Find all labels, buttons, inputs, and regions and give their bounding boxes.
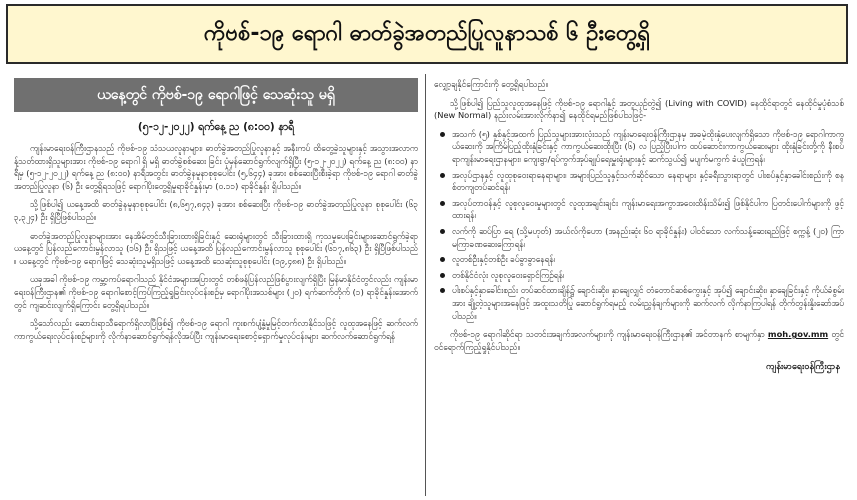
subheading-text: ယနေ့တွင် ကိုဗစ်-၁၉ ရောဂါဖြင့် သေဆုံးသူ မရှိ [97, 86, 335, 103]
list-item [452, 269, 844, 282]
bullet-icon [440, 173, 445, 178]
bullet-icon [440, 257, 445, 262]
signature: ကျန်းမာရေးဝန်ကြီးဌာန [765, 362, 840, 373]
list-item-text: တစ်နိုင်ငံလုံး လူစုလူဝေးရှောင်ကြဉ်ရန်၊ [452, 269, 565, 280]
paragraph-recovery: ဓာတ်ခွဲအတည်ပြုလူနာများအား နေအိမ်တွင်သီးခြားထားရှိခြင်းနှင့် ဆေးရုံများတွင် သီးခြားထားရှိ ကုသမှုပေးခြင်းများဆောင်ရွက်ခဲ့ရာ ယနေ့တွင် ပြန်လည်ကောင်းမွန်လာသူ (၁၆) ဦး ရှိသဖြင့် ယနေ့အထိ ပြန်လည်ကောင်းမွန်လာသူ စုစုပေါင်း (၆၁၇,၈၆၃) ဦး ရှိပြီဖြစ်ပါသည်။ ယနေ့တွင် ကိုဗစ်-၁၉ ရောဂါဖြင့် သေဆုံးသူမရှိသဖြင့် ယနေ့အထိ သေဆုံးသူစုစုပေါင်း (၁၉,၄၈၈) ဦး ရှိပါသည်။ [14, 230, 418, 266]
paragraph-totals: သို့ဖြစ်ပါ၍ ယနေ့အထိ ဓာတ်ခွဲနမူနာစုစုပေါင်း (၈,၆၅၇,၈၄၃) ခုအား စစ်ဆေးပြီး ကိုဗစ်-၁၉ ဓာတ်ခွဲအတည်ပြုလူနာ စုစုပေါင်း (၆၃၃,၃၂၄) ဦး ရှိပြီဖြစ်ပါသည်။ [14, 199, 418, 222]
bullet-icon [440, 229, 445, 234]
dateline: (၅-၁၂-၂၀၂၂) ရက်နေ့ ည (၈:၀၀) နာရီ [137, 121, 295, 133]
left-column [14, 78, 418, 496]
paragraph-testing: ကျန်းမာရေးဝန်ကြီးဌာနသည် ကိုဗစ်-၁၉ သံသယလူနာများ၊ ဓာတ်ခွဲအတည်ပြုလူနာနှင့် အနီးကပ် ထိတွေ့ခဲ့သူများနှင့် အသွားအလာကန့်သတ်ထားရှိသူများအား ကိုဗစ်-၁၉ ရောဂါ ရှိ မရှိ ဓာတ်ခွဲစစ်ဆေး ခြင်း ပုံမှန်ဆောင်ရွက်လျက်ရှိပြီး (၅-၁၂-၂၀၂၂) ရက်နေ့ ည (၈:၀၀) နာရီမှ (၅-၁၂-၂၀၂၂) ရက်နေ့ ည (၈:၀၀) နာရီအတွင်း ဓာတ်ခွဲနမူနာစုစုပေါင်း (၅,၆၄၄) ခုအား စစ်ဆေးပြီးစီးခဲ့ရာ ကိုဗစ်-၁၉ ရောဂါ ဓာတ်ခွဲအတည်ပြုလူနာ (၆) ဦး တွေ့ရှိရသဖြင့် ရောဂါပိုးတွေ့ရှိမှုရာခိုင်နှုန်းမှာ (၀.၁၁) ရာခိုင်နှုန်း ရှိပါသည်။ [14, 143, 418, 191]
column-divider [425, 74, 426, 496]
list-item-text: အလုပ်တာဝန်နှင့် လူစုလူဝေးမှုများတွင် လူထုအချင်းချင်း ကျန်းမာရေးအကွာအဝေးထိန်းသိမ်း၍ ဖြစ်နိုင်ပါက ပြတင်းပေါက်များကို ဖွင့်ထားရန်၊ [452, 197, 844, 221]
list-item-text: ပါးစပ်နှင့်နှာခေါင်းစည်း တပ်ဆင်ထားချိန်၌ ချောင်းဆိုး၊ နှာချေလျှင် တံတောင်ဆစ်ကွေးနှင့် အုပ်၍ ချောင်းဆိုး၊ နှာချေခြင်းနှင့် ကိုယ်ခံစွမ်းအား ချို့တဲ့သူများအနေဖြင့် အထူးသတိပြု ဆောင်ရွက်ရမည့် လမ်းညွှန်ချက်များကို ဆက်လက် လိုက်နာကြပါရန် တိုက်တွန်းနှိုးဆော်အပ်ပါသည်။ [452, 285, 844, 321]
list-item [452, 284, 844, 322]
list-item-text: အလုပ်ဌာနနှင့် လူထုစုဝေးရာနေရာများ၊ အများပြည်သူနှင့်သက်ဆိုင်သော နေရာများ နှင့်ခရီးသွားရာတွင် ပါးစပ်နှင့်နှာခေါင်းစည်းကို စနစ်တကျတပ်ဆင်ရန်၊ [452, 169, 844, 193]
list-item-text: အသက် (၅) နှစ်နှင့်အထက် ပြည်သူများအားလုံးသည် ကျန်းမာရေးဝန်ကြီးဌာနမှ အခမဲ့ထိုးနှံပေးလျက်ရှိသော ကိုဗစ်-၁၉ ရောဂါကာကွယ်ဆေးကို အကြိမ်ပြည့်ထိုးနှံခြင်းနှင့် ကာကွယ်ဆေးထိုးပြီး (၆) လ ပြည့်ပြီးပါက ထပ်ဆောင်းကာကွယ်ဆေးများ ထိုးနှံခြင်းတို့ကို နီးစပ်ရာကျန်းမာရေးဌာနများ၊ ကျေးရွာ/ရပ်ကွက်အုပ်ချုပ်ရေးမှူးရုံးများနှင့် ဆက်သွယ်၍ မပျက်မကွက် ခံယူကြရန်၊ [452, 128, 844, 164]
subheading [14, 78, 418, 112]
right-column [434, 78, 844, 496]
list-item [452, 169, 844, 194]
bullet-icon [440, 273, 445, 278]
bullet-icon [440, 288, 445, 293]
website-link[interactable]: moh.gov.mm [767, 329, 829, 340]
paragraph-intro: သို့ဖြစ်ပါ၍ ပြည်သူလူထုအနေဖြင့် ကိုဗစ်-၁၉ ရောဂါနှင့် အတူယှဉ်တွဲ၍ (Living with COVID) နေထိုင်ရာတွင် နေထိုင်မှုပုံစံသစ် (New Normal) နည်းလမ်းအားလိုက်နာ၍ နေထိုင်ရမည်ဖြစ်ပါသဖြင့်- [434, 97, 844, 121]
list-item [452, 197, 844, 222]
bullet-icon [440, 132, 445, 137]
list-item-text: လက်ကို ဆပ်ပြာ ရေ (သို့မဟုတ်) အယ်လ်ကိုဟော (အနည်းဆုံး ၆၀ ရာခိုင်နှုန်း) ပါဝင်သော လက်သန့်ဆေးရည်ဖြင့် စက္ကန့် (၂၀) ကြာ မကြာခဏဆေးကြောရန်၊ [452, 225, 844, 249]
paragraph-continuation: လျှော့ချနိုင်ကြောင်းကို တွေ့ရှိရပါသည်။ [434, 79, 549, 89]
paragraph-advice: သို့သော်လည်း ဆောင်းရာသီရောက်ရှိလာပြီဖြစ်၍ ကိုဗစ်-၁၉ ရောဂါ ကူးစက်ပျံ့နှံ့မှုမြင့်တက်လာနိုင်သဖြင့် လူထုအနေဖြင့် ဆက်လက်ကာကွယ်ရေးလုပ်ငန်းစဉ်များကို လိုက်နာဆောင်ရွက်ရန်လိုအပ်ပြီး ကျန်းမာရေးစောင့်ရှောက်မှုလုပ်ငန်းများ ဆက်လက်ဆောင်ရွက်ရန် [14, 318, 418, 341]
headline-title: ကိုဗစ်-၁၉ ရောဂါ ဓာတ်ခွဲအတည်ပြုလူနာသစ် ၆ ဦးတွေ့ရှိ [203, 20, 651, 46]
guidance-list [434, 128, 844, 322]
headline-banner [6, 4, 848, 64]
paragraph-closing [434, 328, 844, 353]
bullet-icon [440, 201, 445, 206]
closing-suffix: တွင် ဝင်ရောက်ကြည့်ရှုနိုင်ပါသည်။ [434, 329, 844, 352]
list-item [452, 225, 844, 250]
list-item-text: လူတစ်ဦးနှင့်တစ်ဦး ခပ်ခွာခွာနေရန်၊ [452, 254, 555, 265]
list-item [452, 253, 844, 266]
paragraph-situation: ယခုအခါ ကိုဗစ်-၁၉ ကမ္ဘာ့ကပ်ရောဂါသည် နိုင်ငံအများအပြားတွင် တစ်ဖန်ပြန်လည်ဖြစ်ပွားလျက်ရှိပြီး မြန်မာနိုင်ငံတွင်လည်း ကျန်းမာရေးဝန်ကြီးဌာန၏ ကိုဗစ်-၁၉ ရောဂါစောင့်ကြပ်ကြည့်ရှုခြင်းလုပ်ငန်းစဉ်မှ ရောဂါပိုးအသစ်များ (၂၀) ရက်ဆက်တိုက် (၁) ရာခိုင်နှုန်းအောက်တွင် ကျဆင်းလျက်ရှိကြောင်း တွေ့ရှိရပါသည်။ [14, 274, 418, 310]
list-item [452, 128, 844, 166]
closing-prefix: ကိုဗစ်-၁၉ ရောဂါဆိုင်ရာ သတင်းအချက်အလက်များကို ကျန်းမာရေးဝန်ကြီးဌာန၏ အင်တာနက် စာမျက်နှာ [450, 329, 765, 340]
